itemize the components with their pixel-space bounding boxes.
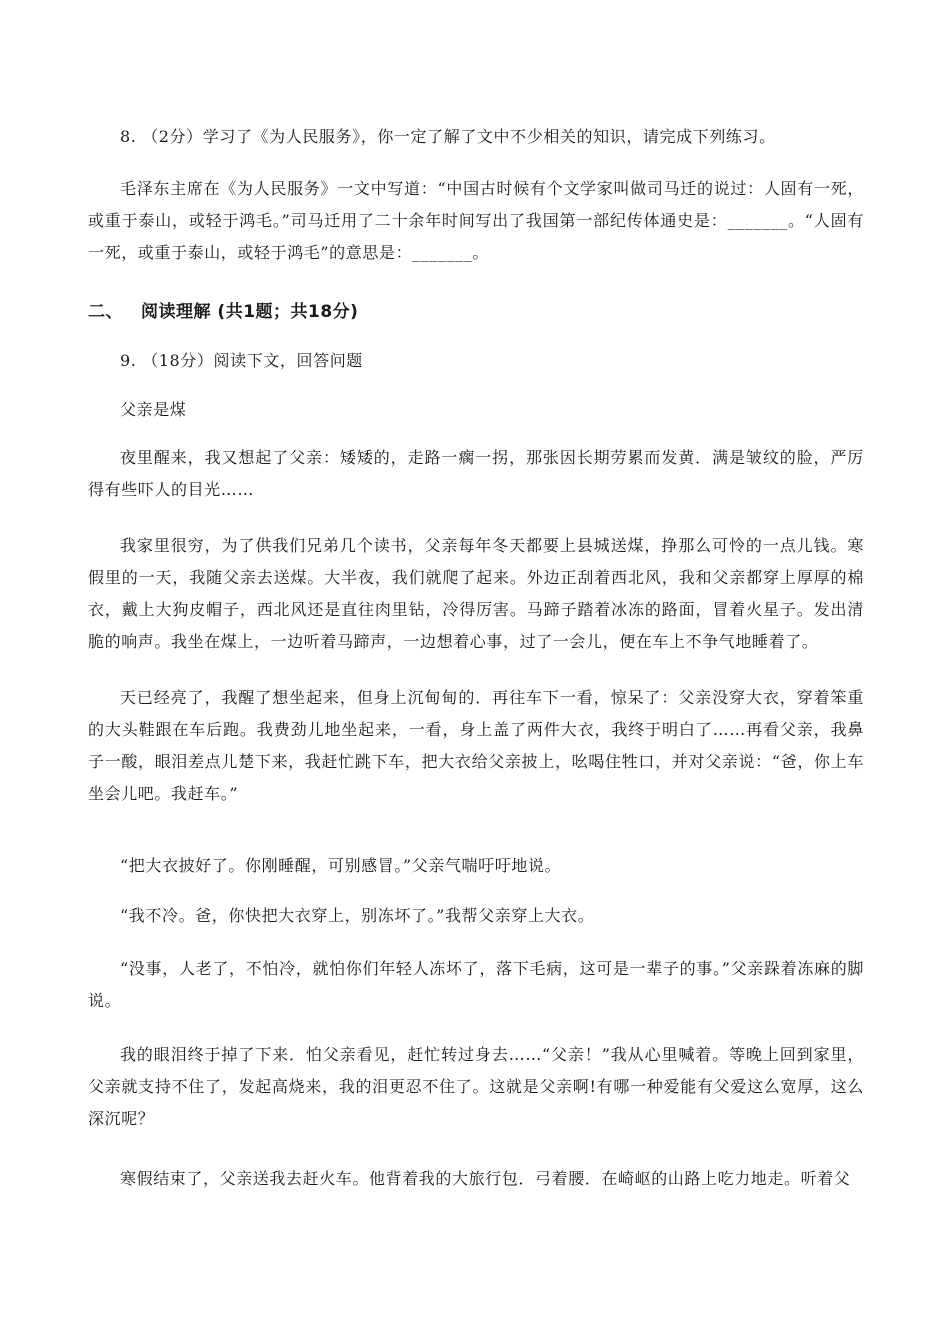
q8-stem: 8. （2分）学习了《为人民服务》，你一定了解了文中不少相关的知识，请完成下列练习。 bbox=[120, 127, 776, 146]
q9-stem: 9. （18分）阅读下文，回答问题 bbox=[120, 351, 363, 370]
article-paragraph: 我的眼泪终于掉了下来．怕父亲看见，赶忙转过身去……“父亲！”我从心里喊着。等晚上回到家里，父亲就支持不住了，发起高烧来，我的泪更忍不住了。这就是父亲啊!有哪一种爱能有父爱这么宽厚，这么深沉呢？ bbox=[88, 1045, 864, 1128]
article-paragraph: “没事，人老了，不怕冷，就怕你们年轻人冻坏了，落下毛病，这可是一辈子的事。”父亲跺着冻麻的脚说。 bbox=[88, 959, 864, 1010]
article-paragraph: “把大衣披好了。你刚睡醒，可别感冒。”父亲气喘吁吁地说。 bbox=[120, 856, 562, 875]
article-paragraph: 寒假结束了，父亲送我去赶火车。他背着我的大旅行包．弓着腰．在崎岖的山路上吃力地走。听着父 bbox=[120, 1169, 851, 1188]
q8-body: 毛泽东主席在《为人民服务》一文中写道：“中国古时候有个文学家叫做司马迁的说过：人固有一死，或重于泰山，或轻于鸿毛。”司马迁用了二十余年时间写出了我国第一部纪传体通史是：_______。“人固有一死，或重于泰山，或轻于鸿毛”的意思是：_______。 bbox=[88, 179, 864, 262]
section-heading bbox=[88, 297, 358, 322]
article-paragraph: 我家里很穷，为了供我们兄弟几个读书，父亲每年冬天都要上县城送煤，挣那么可怜的一点儿钱。寒假里的一天，我随父亲去送煤。大半夜，我们就爬了起来。外边正刮着西北风，我和父亲都穿上厚厚的棉衣，戴上大狗皮帽子，西北风还是直往肉里钻，冷得厉害。马蹄子踏着冰冻的路面，冒着火星子。发出清脆的响声。我坐在煤上，一边听着马蹄声，一边想着心事，过了一会儿，便在车上不争气地睡着了。 bbox=[88, 536, 864, 651]
section-number: 二、 bbox=[88, 302, 123, 322]
article-paragraph: 夜里醒来，我又想起了父亲：矮矮的，走路一瘸一拐，那张因长期劳累而发黄．满是皱纹的脸，严厉得有些吓人的目光…… bbox=[88, 448, 864, 499]
section-title: 阅读理解 (共1题；共18分) bbox=[141, 302, 359, 322]
article-paragraph: 天已经亮了，我醒了想坐起来，但身上沉甸甸的．再往车下一看，惊呆了：父亲没穿大衣，穿着笨重的大头鞋跟在车后跑。我费劲儿地坐起来，一看，身上盖了两件大衣，我终于明白了……再看父亲，我鼻子一酸，眼泪差点儿楚下来，我赶忙跳下车，把大衣给父亲披上，吆喝住牲口，并对父亲说：“爸，你上车坐会儿吧。我赶车。” bbox=[88, 688, 864, 803]
article-paragraph: “我不冷。爸，你快把大衣穿上，别冻坏了。”我帮父亲穿上大衣。 bbox=[120, 906, 595, 925]
article-title: 父亲是煤 bbox=[120, 400, 187, 419]
